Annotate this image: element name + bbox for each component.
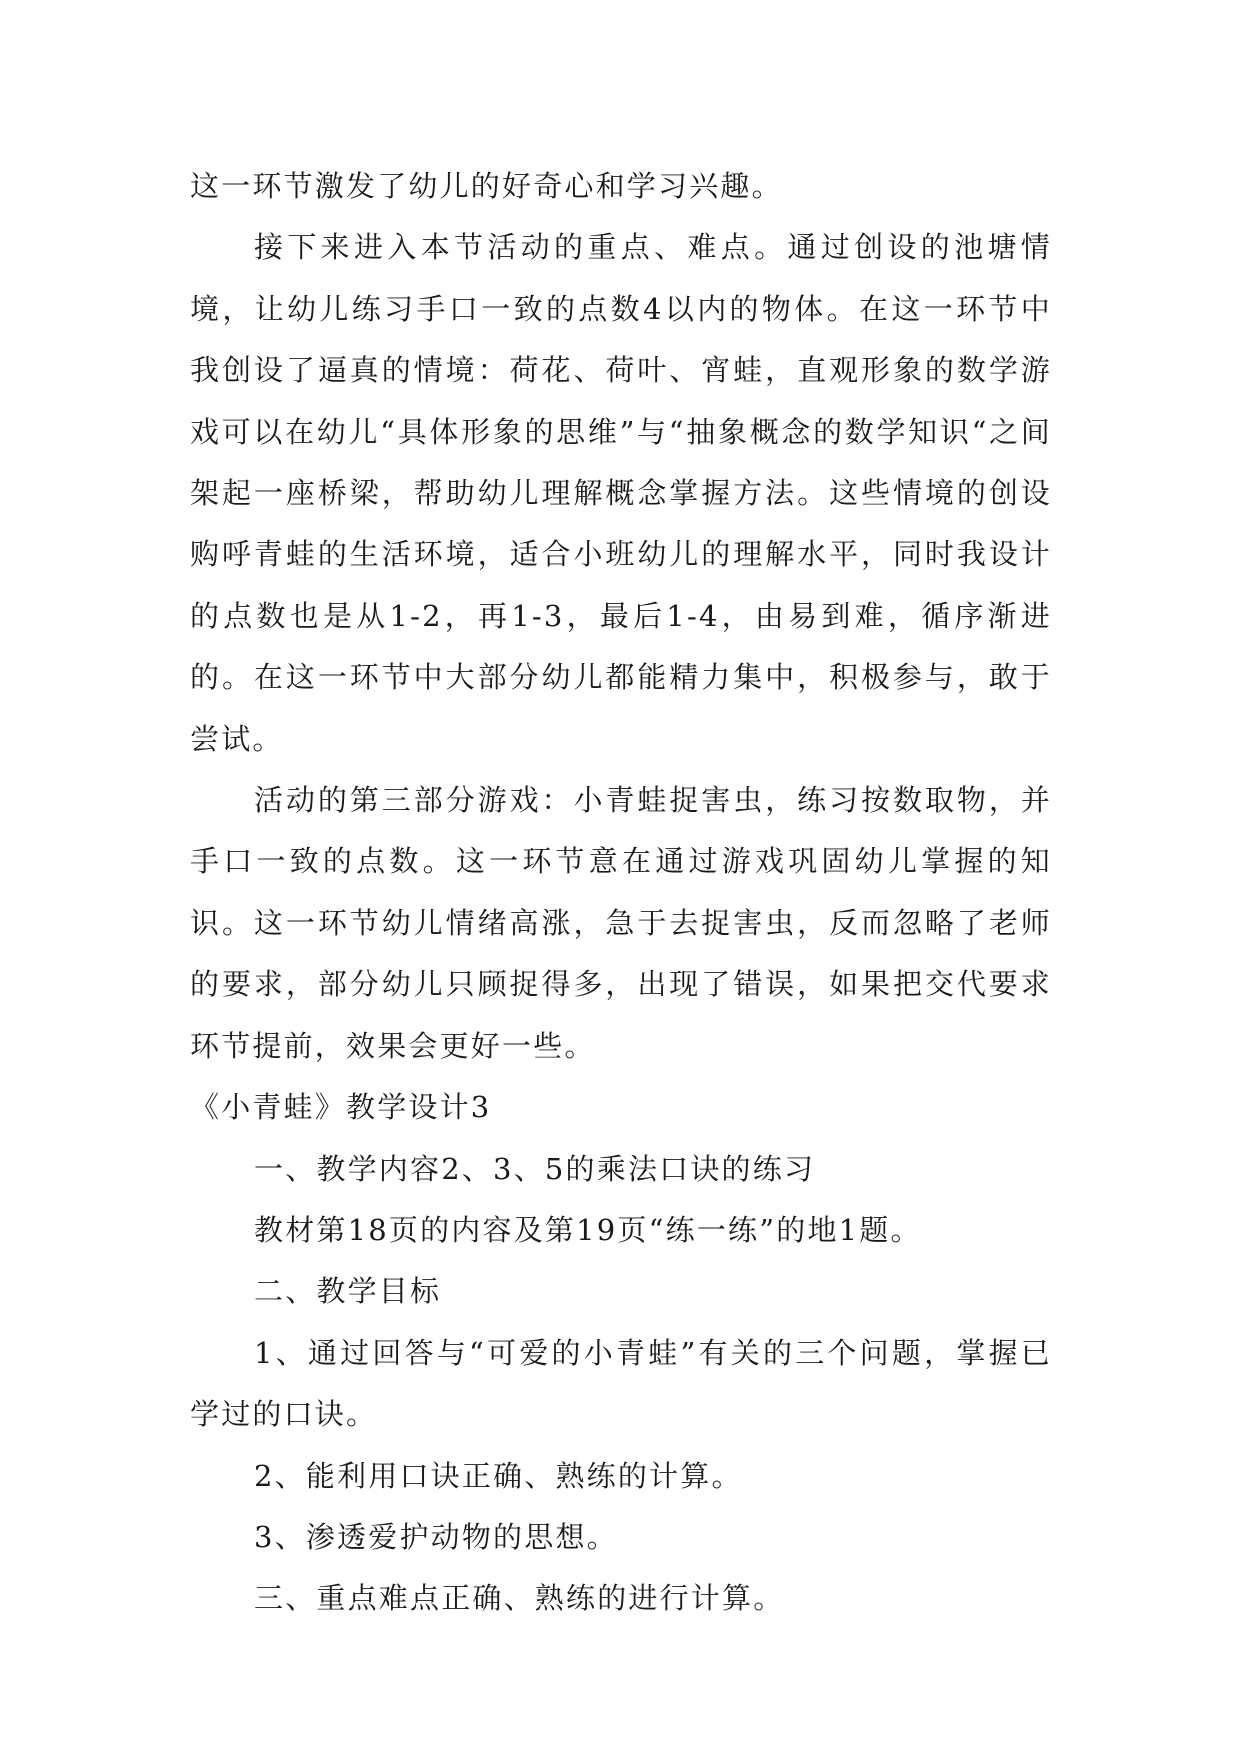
document-body — [190, 156, 1052, 1630]
paragraph-teaching-content: 一、教学内容2、3、5的乘法口诀的练习 — [254, 1151, 816, 1186]
paragraph-textbook-reference: 教材第18页的内容及第19页“练一练”的地1题。 — [254, 1212, 922, 1247]
paragraph-goal-1: 1、通过回答与“可爱的小青蛙”有关的三个问题，掌握已学过的口诀。 — [190, 1335, 1052, 1432]
section-title: 《小青蛙》教学设计3 — [190, 1090, 492, 1125]
paragraph-goal-2: 2、能利用口诀正确、熟练的计算。 — [254, 1458, 743, 1493]
paragraph-goal-3: 3、渗透爱护动物的思想。 — [254, 1519, 618, 1554]
paragraph-game: 活动的第三部分游戏：小青蛙捉害虫，练习按数取物，并手口一致的点数。这一环节意在通过游戏巩固幼儿掌握的知识。这一环节幼儿情绪高涨，急于去捉害虫，反而忽略了老师的要求，部分幼儿只顾捉得多，出现了错误，如果把交代要求环节提前，效果会更好一些。 — [190, 783, 1052, 1063]
paragraph-goals-heading: 二、教学目标 — [254, 1274, 442, 1309]
paragraph-key-points: 接下来进入本节活动的重点、难点。通过创设的池塘情境，让幼儿练习手口一致的点数4以内的物体。在这一环节中我创设了逼真的情境：荷花、荷叶、宵蛙，直观形象的数学游戏可以在幼儿“具体形象的思维”与“抽象概念的数学知识“之间架起一座桥梁，帮助幼儿理解概念掌握方法。这些情境的创设购呼青蛙的生活环境，适合小班幼儿的理解水平，同时我设计的点数也是从1-2，再1-3，最后1-4，由易到难，循序渐进的。在这一环节中大部分幼儿都能精力集中，积极参与，敢于尝试。 — [190, 230, 1052, 756]
paragraph-intro-end: 这一环节激发了幼儿的好奇心和学习兴趣。 — [190, 169, 783, 203]
paragraph-key-difficulties: 三、重点难点正确、熟练的进行计算。 — [254, 1581, 785, 1616]
